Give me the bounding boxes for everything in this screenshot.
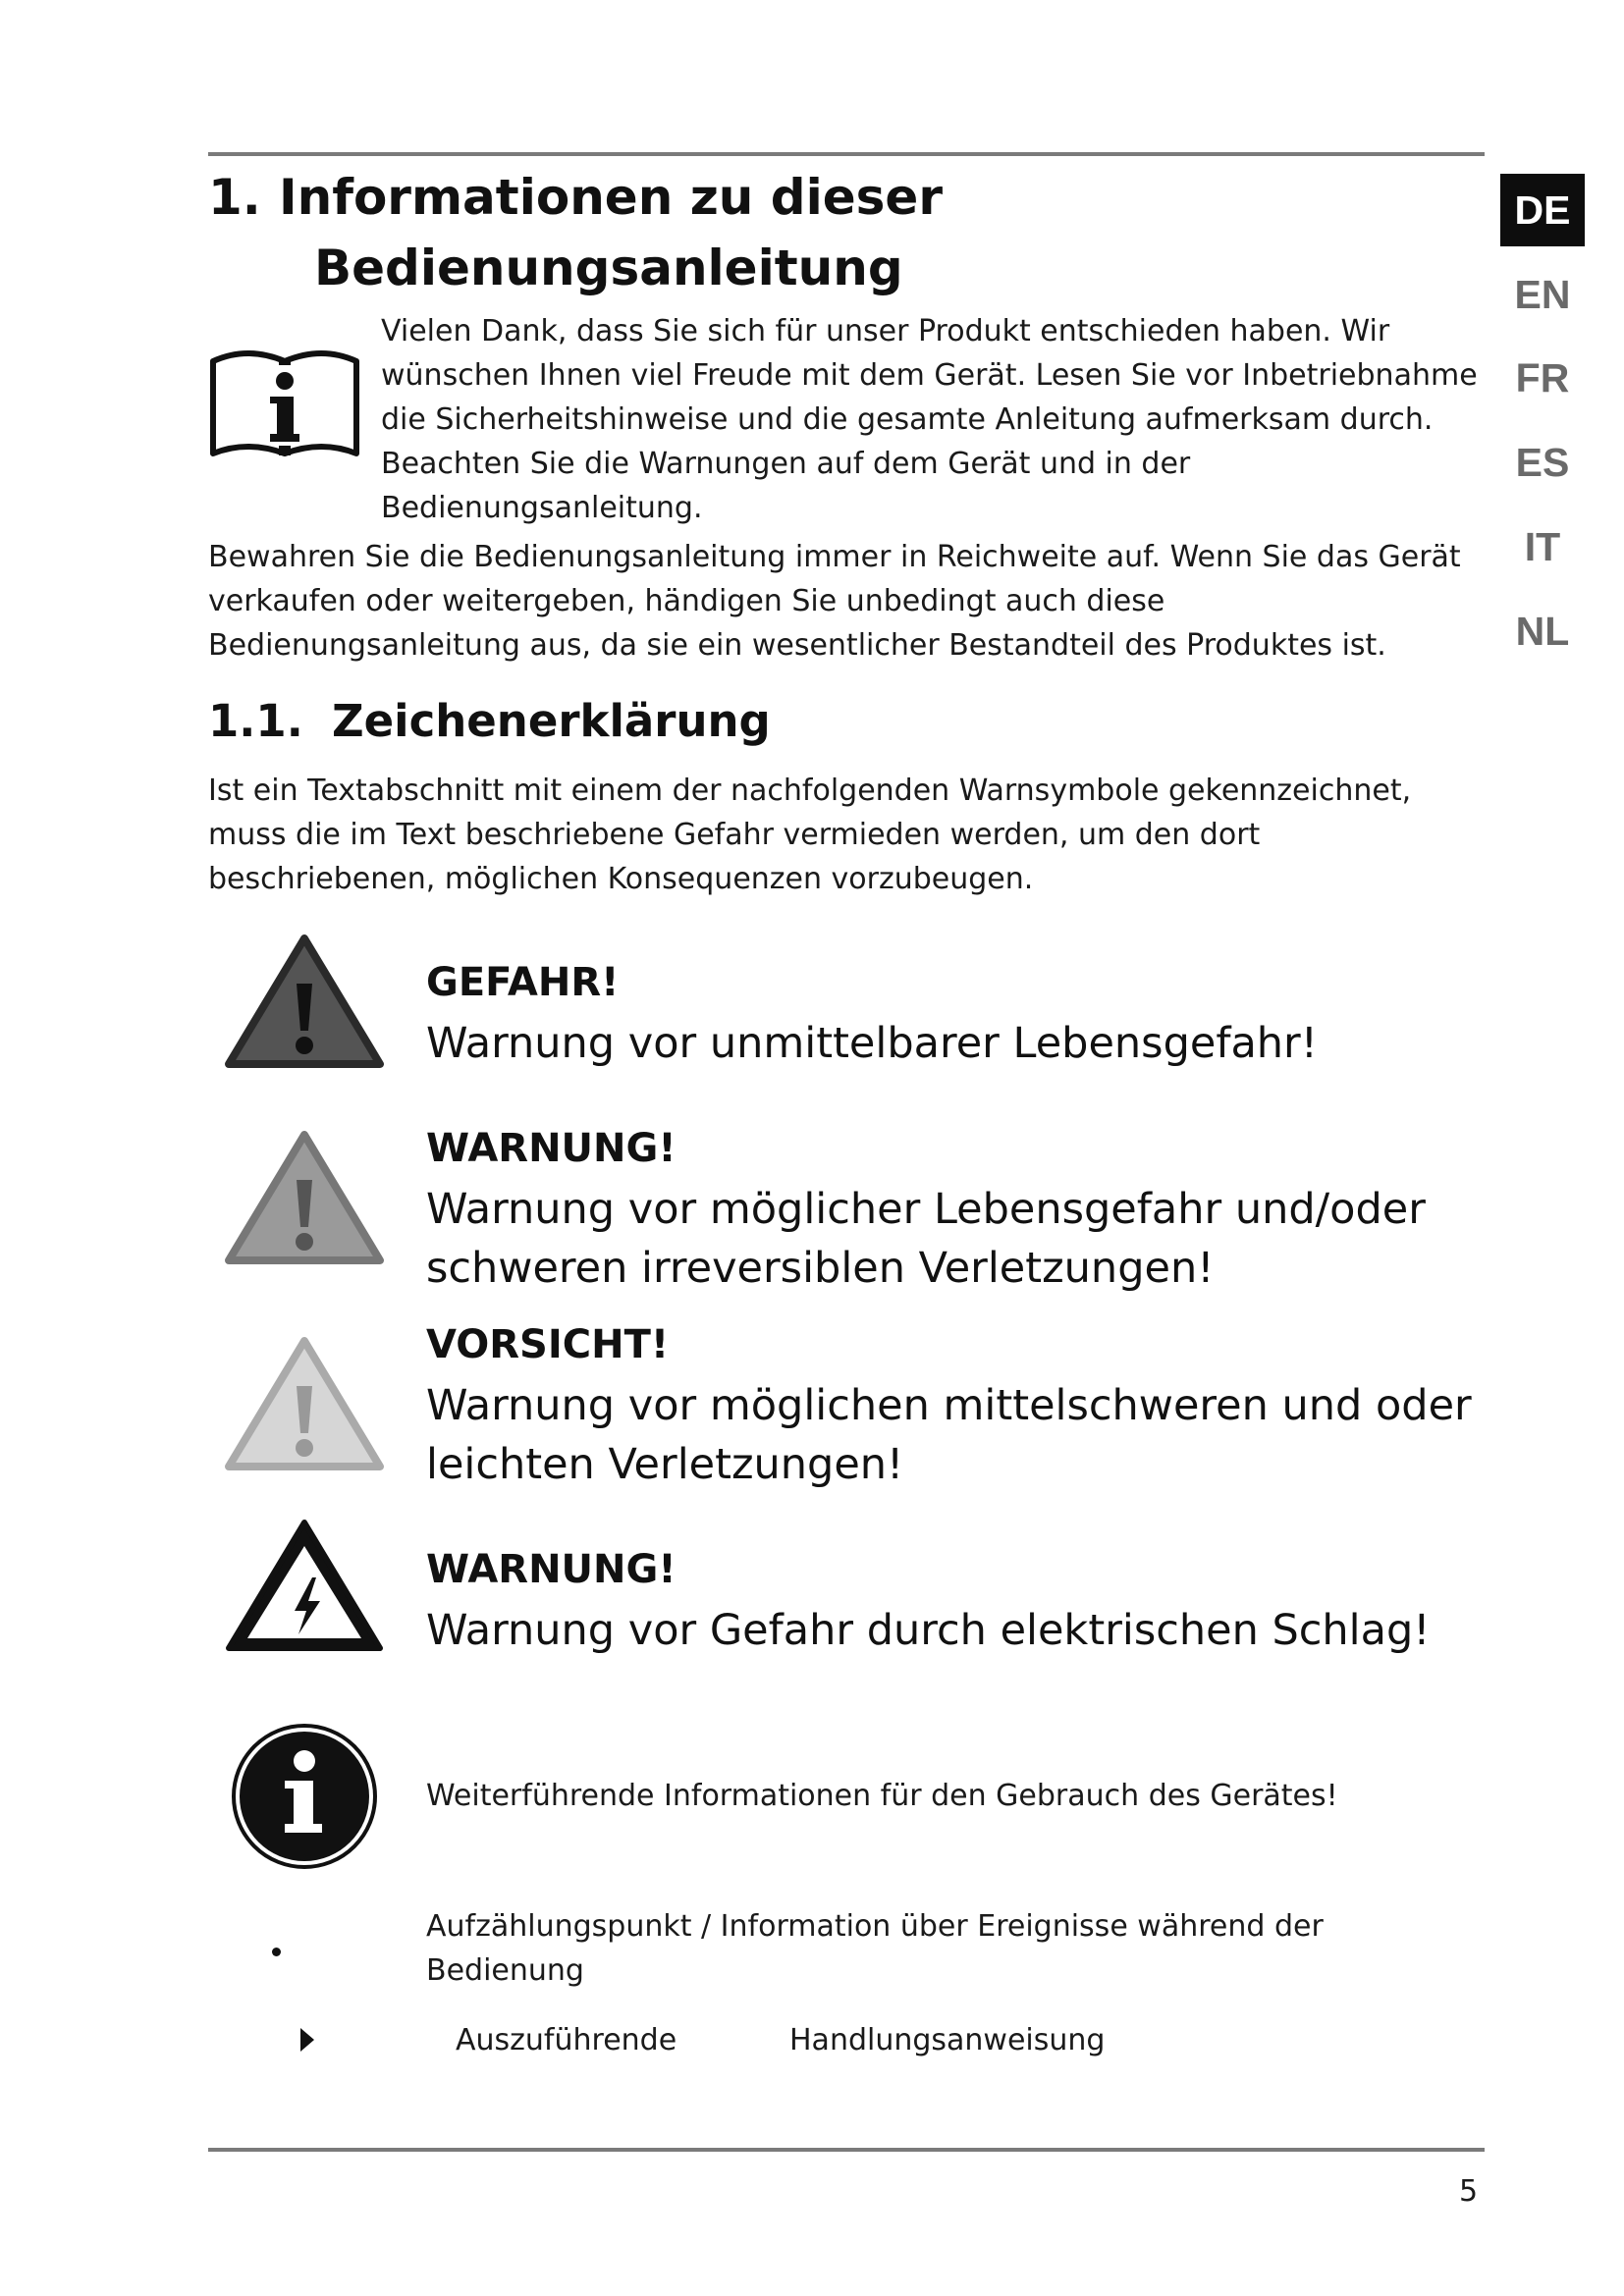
section-number: 1.1. bbox=[208, 695, 303, 747]
caution-description: Warnung vor möglichen mittelschweren und oder leichten Verletzungen! bbox=[426, 1381, 1472, 1489]
symbol-intro-paragraph: Ist ein Textabschnitt mit einem der nachfolgenden Warnsymbole gekennzeichnet, muss die im Text beschriebene Gefahr vermieden werden, um den dort beschriebenen, möglichen Konsequenzen vorzubeugen. bbox=[208, 774, 1412, 896]
keep-manual-paragraph: Bewahren Sie die Bedienungsanleitung immer in Reichweite auf. Wenn Sie das Gerät verkaufen oder weitergeben, händigen Sie unbedingt auch diese Bedienungsanleitung aus, da sie ein wesentlicher Bestandteil des Produktes ist. bbox=[208, 540, 1461, 663]
chapter-number: 1. bbox=[208, 169, 261, 226]
electric-title: WARNUNG! bbox=[426, 1547, 677, 1592]
warning-description: Warnung vor möglicher Lebensgefahr und/oder schweren irreversiblen Verletzungen! bbox=[426, 1185, 1426, 1293]
bullet-icon bbox=[272, 1948, 281, 1956]
caution-triangle-icon bbox=[224, 1335, 385, 1474]
danger-title: GEFAHR! bbox=[426, 960, 620, 1005]
danger-description: Warnung vor unmittelbarer Lebensgefahr! bbox=[426, 1019, 1318, 1068]
lang-tab-nl[interactable]: NL bbox=[1515, 609, 1570, 654]
electric-description: Warnung vor Gefahr durch elektrischen Schlag! bbox=[426, 1606, 1431, 1655]
lang-tab-fr[interactable]: FR bbox=[1515, 355, 1570, 400]
lang-tab-es[interactable]: ES bbox=[1515, 440, 1570, 485]
action-instruction: Handlungsanweisung bbox=[789, 2023, 1106, 2057]
danger-triangle-icon bbox=[224, 933, 385, 1072]
action-label: Auszuführende bbox=[456, 2023, 677, 2057]
top-rule bbox=[208, 152, 1485, 156]
lang-tab-en[interactable]: EN bbox=[1514, 272, 1571, 317]
warning-triangle-icon bbox=[224, 1129, 385, 1268]
info-description: Weiterführende Informationen für den Gebrauch des Gerätes! bbox=[426, 1779, 1338, 1813]
bottom-rule bbox=[208, 2148, 1485, 2152]
chapter-title-line1: Informationen zu dieser bbox=[279, 169, 943, 226]
warning-title: WARNUNG! bbox=[426, 1126, 677, 1171]
caution-title: VORSICHT! bbox=[426, 1322, 670, 1367]
page-number: 5 bbox=[1459, 2174, 1479, 2209]
intro-paragraph: Vielen Dank, dass Sie sich für unser Produkt entschieden haben. Wir wünschen Ihnen viel Freude mit dem Gerät. Lesen Sie vor Inbetriebnahme die Sicherheitshinweise und die gesamte Anleitung aufmerksam durch. Beachten Sie die Warnungen auf dem Gerät und in der Bedienungsanleitung. bbox=[381, 314, 1478, 525]
chapter-title-line2: Bedienungsanleitung bbox=[314, 240, 903, 296]
info-circle-icon bbox=[224, 1720, 385, 1873]
lang-tab-it[interactable]: IT bbox=[1524, 524, 1561, 569]
section-title: Zeichenerklärung bbox=[332, 695, 771, 747]
electric-shock-icon bbox=[224, 1517, 385, 1656]
arrow-right-icon bbox=[300, 2028, 314, 2052]
bullet-description: Aufzählungspunkt / Information über Ereignisse während der Bedienung bbox=[426, 1909, 1324, 1988]
section-heading bbox=[208, 692, 771, 751]
lang-tab-de[interactable]: DE bbox=[1500, 174, 1585, 246]
